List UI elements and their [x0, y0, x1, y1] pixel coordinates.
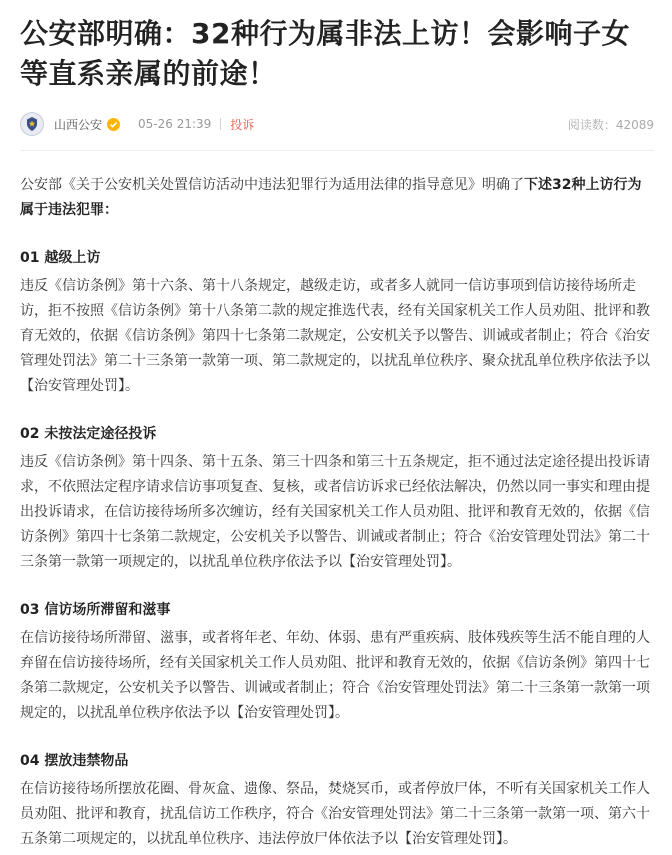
section-heading: 02 未按法定途径投诉: [20, 426, 157, 442]
section-04: [20, 749, 654, 852]
article-title: 公安部明确：32种行为属非法上访！会影响子女等直系亲属的前途！: [20, 17, 630, 90]
section-body: 在信访接待场所滞留、滋事，或者将年老、年幼、体弱、患有严重疾病、肢体残疾等生活不能自理的人弃留在信访接待场所，经有关国家机关工作人员劝阻、批评和教育无效的，依据《信访条例》第四十七条第二款规定，公安机关予以警告、训诫或者制止；符合《治安管理处罚法》第二十三条第一款第一项规定的，以扰乱单位秩序依法予以【治安管理处罚】。: [20, 630, 650, 721]
section-02: [20, 422, 654, 575]
category-tag[interactable]: 投诉: [230, 117, 255, 132]
section-01: [20, 246, 654, 399]
publish-time: 05-26 21:39: [138, 117, 212, 131]
verified-badge-icon: [107, 118, 120, 131]
police-badge-icon: [24, 116, 40, 132]
intro-text: 公安部《关于公安机关处置信访活动中违法犯罪行为适用法律的指导意见》明确了: [20, 177, 524, 193]
read-count: 阅读数：42089: [567, 117, 654, 132]
section-body: 违反《信访条例》第十六条、第十八条规定，越级走访，或者多人就同一信访事项到信访接待场所走访，拒不按照《信访条例》第十八条第二款的规定推选代表，经有关国家机关工作人员劝阻、批评和教育无效的，依据《信访条例》第四十七条第二款规定，公安机关予以警告、训诫或者制止；符合《治安管理处罚法》第二十三条第一款第一项、第二款规定的，以扰乱单位秩序、聚众扰乱单位秩序依法予以【治安管理处罚】。: [20, 278, 650, 394]
header-divider: [20, 150, 654, 151]
section-heading: 03 信访场所滞留和滋事: [20, 602, 171, 618]
author-name[interactable]: 山西公安: [54, 117, 103, 132]
section-heading: 04 摆放违禁物品: [20, 753, 129, 769]
intro-paragraph: [20, 173, 654, 223]
section-body: 在信访接待场所摆放花圈、骨灰盒、遗像、祭品，焚烧冥币，或者停放尸体，不听有关国家机关工作人员劝阻、批评和教育，扰乱信访工作秩序，符合《治安管理处罚法》第二十三条第一款第一项、第六十五条第二项规定的，以扰乱单位秩序、违法停放尸体依法予以【治安管理处罚】。: [20, 781, 650, 847]
author-avatar[interactable]: [20, 112, 44, 136]
section-heading: 01 越级上访: [20, 250, 101, 266]
section-03: [20, 598, 654, 726]
intro-bold: 下述32种上访行为属于违法犯罪：: [20, 177, 642, 218]
section-body: 违反《信访条例》第十四条、第十五条、第三十四条和第三十五条规定，拒不通过法定途径提出投诉请求，不依照法定程序请求信访事项复查、复核，或者信访诉求已经依法解决，仍然以同一事实和理由提出投诉请求，在信访接待场所多次缠访，经有关国家机关工作人员劝阻、批评和教育无效的，依据《信访条例》第四十七条第二款规定，公安机关予以警告、训诫或者制止；符合《治安管理处罚法》第二十三条第一款第一项规定的，以扰乱单位秩序依法予以【治安管理处罚】。: [20, 454, 650, 570]
article-meta: [20, 107, 654, 141]
meta-separator: [220, 118, 221, 130]
article-body: [20, 173, 654, 852]
